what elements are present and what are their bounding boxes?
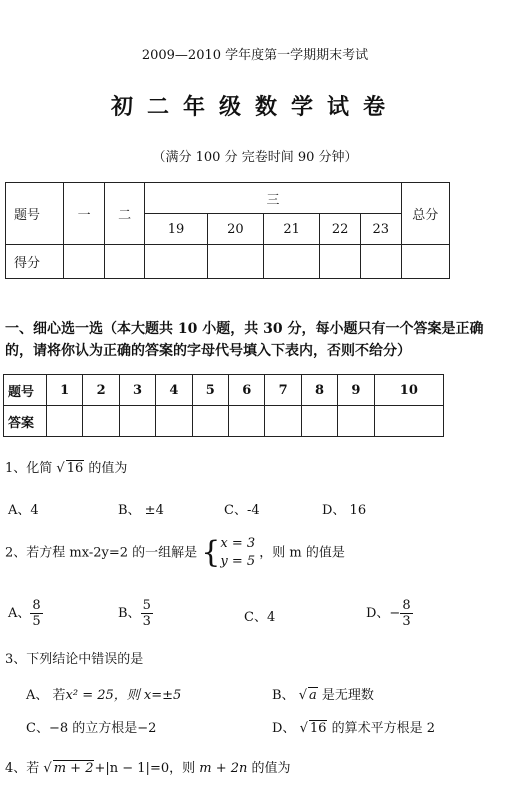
question-3: 3、下列结论中错误的是 (5, 652, 144, 667)
answer-cell[interactable] (119, 406, 155, 437)
q4-expr: m + 2n (199, 761, 248, 776)
exam-info: （满分 100 分 完卷时间 90 分钟） (152, 150, 358, 165)
answer-number: 10 (374, 375, 443, 406)
q4-suffix: 的值为 (251, 761, 291, 776)
sqrt-symbol: √ (299, 721, 308, 736)
q2-a-den: 5 (32, 614, 41, 629)
score-subnumber: 21 (264, 214, 320, 245)
q2-b-label: B、 (118, 606, 141, 621)
q3-a-label: A、 若 (26, 688, 66, 703)
q1-option-c: C、-4 (224, 503, 260, 518)
score-row-label: 得分 (6, 245, 64, 279)
question-4 (5, 757, 291, 776)
q3-option-b (272, 684, 374, 703)
answer-cell[interactable] (192, 406, 228, 437)
answer-number: 7 (265, 375, 301, 406)
answer-number: 1 (47, 375, 83, 406)
question-1 (5, 457, 127, 476)
answer-number: 2 (83, 375, 119, 406)
exam-subtitle: 2009—2010 学年度第一学期期末考试 (141, 48, 369, 63)
sqrt-symbol: √ (56, 461, 65, 476)
answer-number: 8 (301, 375, 337, 406)
q4-rad-expr: m + 2 (53, 761, 94, 776)
score-subnumber: 22 (320, 214, 361, 245)
q1-radicand: 16 (66, 461, 84, 476)
answer-cell[interactable] (229, 406, 265, 437)
score-table (5, 182, 450, 279)
answer-cell[interactable] (47, 406, 83, 437)
q2-eq2: y = 5 (220, 554, 256, 569)
q2-d-num: 8 (402, 598, 411, 613)
q3-a-expr: x² = 25，则 x=±5 (65, 688, 182, 703)
score-header-part1: 一 (64, 183, 105, 245)
score-cell[interactable] (104, 245, 145, 279)
question-2 (5, 535, 345, 571)
q2-d-label: D、− (366, 606, 401, 621)
q2-b-fraction (141, 598, 153, 629)
answer-number: 3 (119, 375, 155, 406)
answer-cell[interactable] (83, 406, 119, 437)
answer-row-label: 答案 (4, 406, 47, 437)
q3-b-var: a (309, 688, 317, 703)
q2-a-fraction (30, 598, 42, 629)
score-cell[interactable] (401, 245, 449, 279)
score-header-part2: 二 (104, 183, 145, 245)
answer-cell[interactable] (156, 406, 192, 437)
q2-option-b (118, 598, 153, 629)
q3-d-radicand: 16 (309, 721, 327, 736)
q2-prefix: 2、若方程 mx-2y=2 的一组解是 (5, 545, 198, 561)
q3-b-radicand (308, 687, 318, 703)
q1-option-a: A、4 (8, 503, 39, 518)
answer-cell[interactable] (374, 406, 443, 437)
q1-option-d: D、 16 (322, 503, 367, 518)
exam-title: 初二年级数学试卷 (110, 94, 399, 120)
q1-option-b: B、 ±4 (118, 503, 164, 518)
answer-cell[interactable] (301, 406, 337, 437)
answer-header-label: 题号 (4, 375, 47, 406)
answer-number: 9 (338, 375, 374, 406)
q3-option-c: C、−8 的立方根是−2 (26, 721, 157, 736)
q2-option-c: C、4 (244, 610, 276, 625)
score-header-part3: 三 (145, 183, 401, 214)
q3-d-label: D、 (272, 721, 296, 736)
q2-d-fraction (400, 598, 412, 629)
q2-option-a (8, 598, 43, 629)
q2-b-num: 5 (142, 598, 151, 613)
score-header-label: 题号 (6, 183, 64, 245)
score-cell[interactable] (145, 245, 207, 279)
answer-cell[interactable] (265, 406, 301, 437)
sqrt-symbol: √ (298, 688, 307, 703)
q2-d-den: 3 (402, 614, 411, 629)
q4-radicand (53, 760, 95, 776)
q3-option-d (272, 717, 435, 736)
score-cell[interactable] (360, 245, 401, 279)
q3-b-label: B、 (272, 688, 295, 703)
q2-b-den: 3 (142, 614, 151, 629)
q4-mid: +|n − 1|=0，则 (94, 761, 196, 776)
answer-table (3, 374, 444, 437)
answer-cell[interactable] (338, 406, 374, 437)
score-subnumber: 23 (360, 214, 401, 245)
q1-suffix: 的值为 (88, 461, 128, 476)
score-cell[interactable] (64, 245, 105, 279)
q3-option-a (26, 684, 181, 703)
score-cell[interactable] (264, 245, 320, 279)
brace-symbol: { (201, 535, 221, 570)
score-cell[interactable] (320, 245, 361, 279)
q2-system (220, 535, 255, 571)
section1-heading: 一、细心选一选（本大题共 10 小题，共 30 分，每小题只有一个答案是正确的，请将你认为正确的答案的字母代号填入下表内，否则不给分） (5, 321, 484, 359)
score-header-total: 总分 (401, 183, 449, 245)
q3-d-suffix: 的算术平方根是 2 (331, 721, 435, 736)
q3-b-suffix: 是无理数 (321, 688, 374, 703)
q2-option-d (366, 598, 413, 629)
q4-prefix: 4、若 (5, 761, 40, 776)
sqrt-symbol: √ (43, 761, 52, 776)
answer-number: 6 (229, 375, 265, 406)
q1-prefix: 1、化简 (5, 461, 53, 476)
q2-eq1: x = 3 (220, 536, 256, 551)
answer-number: 5 (192, 375, 228, 406)
q2-a-label: A、 (8, 606, 31, 621)
q2-a-num: 8 (32, 598, 41, 613)
answer-number: 4 (156, 375, 192, 406)
score-subnumber: 20 (207, 214, 263, 245)
score-cell[interactable] (207, 245, 263, 279)
score-subnumber: 19 (145, 214, 207, 245)
q2-suffix: ，则 m 的值是 (259, 545, 345, 561)
